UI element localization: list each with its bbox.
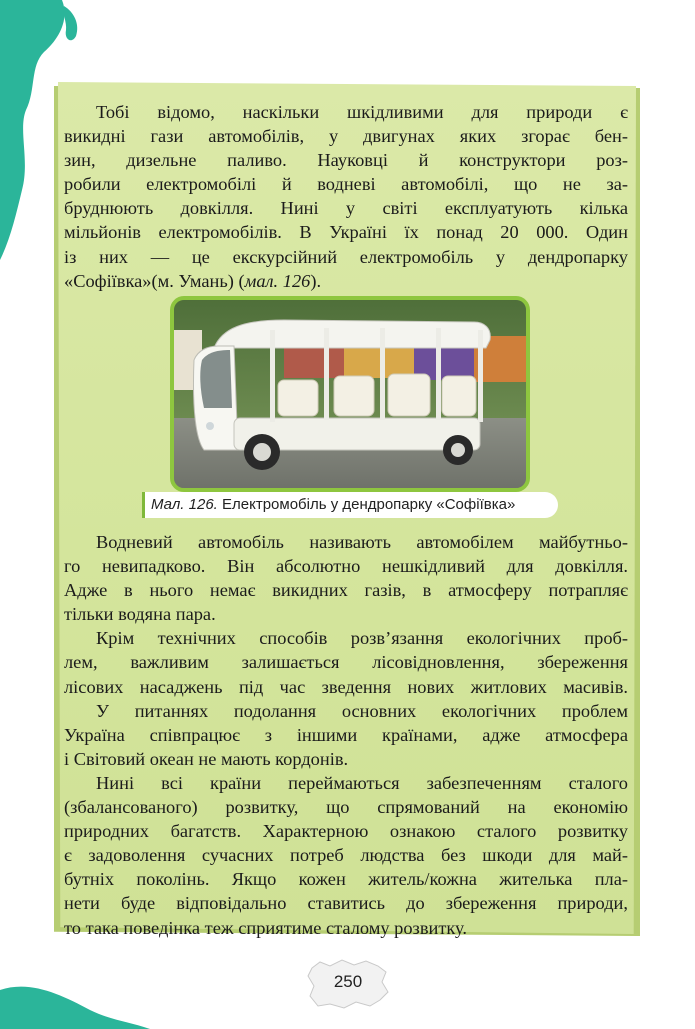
text-line: го невипадково. Він абсолютно нешкідливий для довкілля. bbox=[64, 556, 628, 577]
electric-vehicle-photo bbox=[170, 296, 530, 492]
text-line: Крім технічних способів розв’язання екологічних проб- bbox=[96, 628, 628, 649]
intro-line: із них — це екскурсійний електромобіль у дендропарку bbox=[64, 246, 628, 267]
text-line: природних багатств. Характерною ознакою сталого розвитку bbox=[64, 821, 628, 842]
intro-line: Тобі відомо, наскільки шкідливими для природи є bbox=[96, 102, 628, 122]
caption-text: Електромобіль у дендропарку «Софіївка» bbox=[222, 496, 516, 513]
page-number: 250 bbox=[333, 972, 363, 991]
page-number-badge bbox=[306, 958, 390, 1010]
text-line: Україна співпрацює з іншими країнами, адже атмосфера bbox=[64, 724, 628, 745]
intro-line: мільйонів електромобілів. В Україні їх понад 20 000. Один bbox=[64, 222, 628, 243]
text-line: Нині всі країни переймаються забезпеченням сталого bbox=[96, 772, 628, 793]
paragraph-hydrogen bbox=[64, 530, 628, 626]
electric-vehicle-illustration bbox=[174, 300, 526, 488]
teal-splash-bottom-decoration bbox=[0, 950, 150, 1029]
intro-line: бруднюють довкілля. Нині у світі експлуатують кілька bbox=[64, 198, 628, 219]
body-text bbox=[64, 530, 628, 940]
text-line: лем, важливим залишається лісовідновлення, збереження bbox=[64, 652, 628, 673]
caption-label: Мал. 126. bbox=[151, 496, 218, 513]
intro-paragraph bbox=[64, 100, 628, 293]
intro-last-prefix: «Софіївка»(м. Умань) ( bbox=[64, 270, 245, 291]
paragraph-cooperation bbox=[64, 699, 628, 771]
intro-last-suffix: ). bbox=[310, 270, 322, 291]
intro-line: робили електромобілі й водневі автомобілі, що не за- bbox=[64, 174, 628, 195]
text-line: нети буде відповідально ставитись до збереження природи, bbox=[64, 893, 628, 914]
intro-last-line bbox=[64, 269, 628, 293]
text-line: У питаннях подолання основних екологічних проблем bbox=[96, 700, 628, 721]
text-line: лісових насаджень під час зведення нових житлових масивів. bbox=[64, 676, 628, 697]
paragraph-sustainable-development bbox=[64, 771, 628, 940]
text-line: бутніх поколінь. Якщо кожен житель/кожна жителька пла- bbox=[64, 869, 628, 890]
intro-line: зин, дизельне паливо. Науковці й конструктори роз- bbox=[64, 150, 628, 171]
text-line: то така поведінка теж сприятиме сталому розвитку. bbox=[64, 917, 468, 938]
text-line: і Світовий океан не мають кордонів. bbox=[64, 748, 349, 769]
paragraph-reforestation bbox=[64, 626, 628, 698]
text-line: Водневий автомобіль називають автомобілем майбутньо- bbox=[96, 532, 628, 552]
intro-line: викидні гази автомобілів, у двигунах яких згорає бен- bbox=[64, 126, 628, 147]
text-line: тільки водяна пара. bbox=[64, 604, 216, 625]
figure-reference: мал. 126 bbox=[244, 270, 311, 291]
text-line: (збалансованого) розвитку, що спрямований на економію bbox=[64, 797, 628, 818]
text-line: Адже в нього немає викидних газів, в атмосферу потрапляє bbox=[64, 580, 628, 601]
figure-caption bbox=[142, 492, 558, 518]
text-line: є задоволення сучасних потреб людства без шкоди для май- bbox=[64, 845, 628, 866]
